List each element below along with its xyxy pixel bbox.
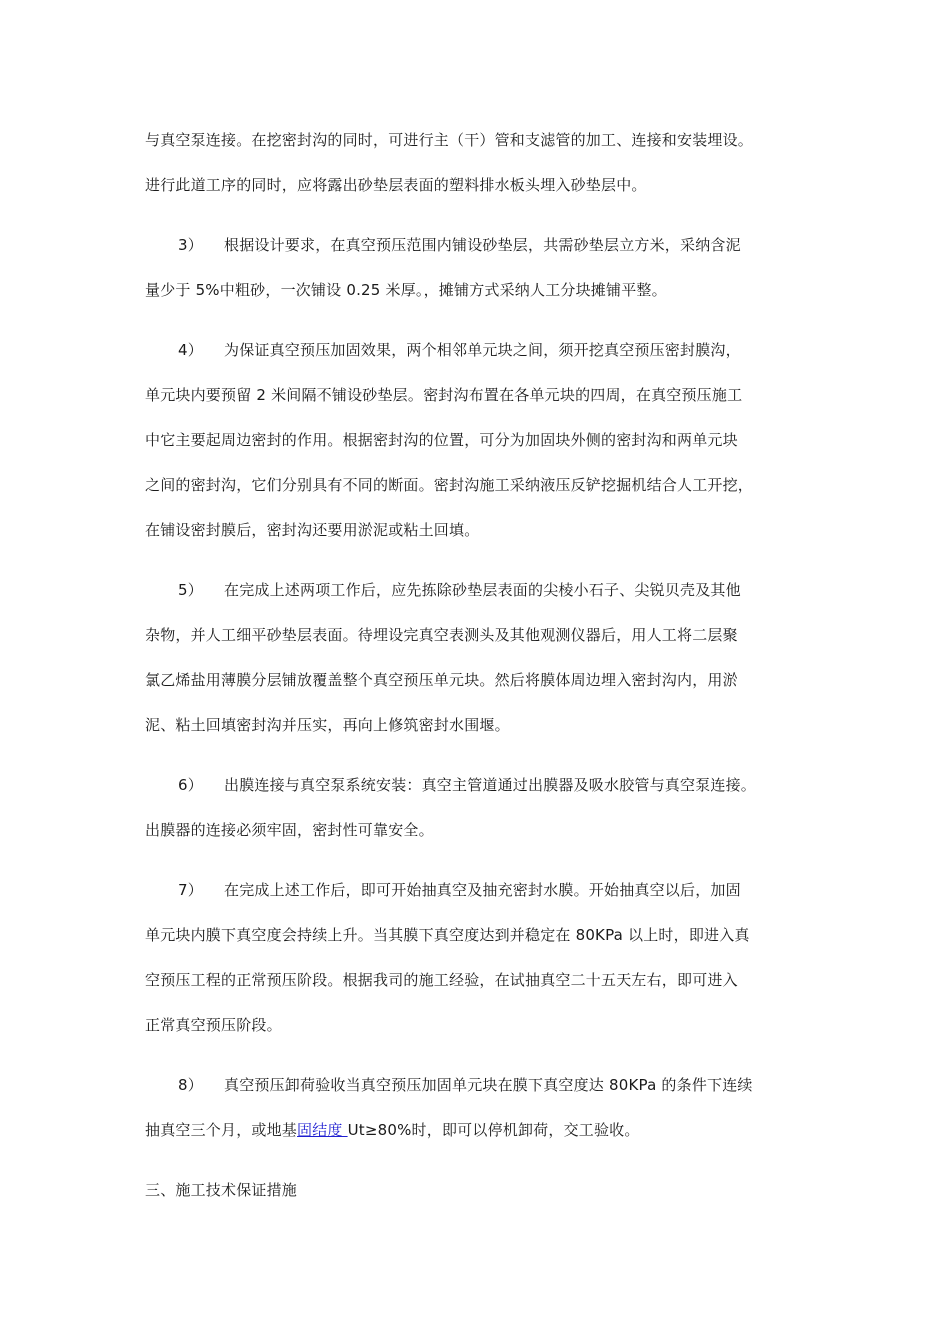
text-line: 在完成上述工作后，即可开始抽真空及抽充密封水膜。开始抽真空以后，加固 (224, 881, 741, 899)
text-line: 空预压工程的正常预压阶段。根据我司的施工经验，在试抽真空二十五天左右，即可进入 (145, 971, 738, 989)
list-item-8 (145, 1063, 825, 1153)
text-fragment: Ut≥80%时，即可以停机卸荷，交工验收。 (347, 1121, 640, 1139)
section-heading-text: 三、施工技术保证措施 (145, 1181, 298, 1199)
item-number: 4） (178, 341, 203, 359)
item-number: 7） (178, 881, 203, 899)
text-line: 为保证真空预压加固效果，两个相邻单元块之间，须开挖真空预压密封膜沟， (224, 341, 741, 359)
text-line: 单元块内要预留 2 米间隔不铺设砂垫层。密封沟布置在各单元块的四周，在真空预压施工 (145, 386, 743, 404)
text-line: 在铺设密封膜后，密封沟还要用淤泥或粘土回填。 (145, 521, 480, 539)
text-line: 在完成上述两项工作后，应先拣除砂垫层表面的尖棱小石子、尖锐贝壳及其他 (224, 581, 741, 599)
list-item-5 (145, 568, 825, 748)
text-line: 进行此道工序的同时，应将露出砂垫层表面的塑料排水板头埋入砂垫层中。 (145, 176, 647, 194)
document-body (145, 118, 825, 1213)
text-line: 正常真空预压阶段。 (145, 1016, 282, 1034)
list-item-4 (145, 328, 825, 553)
text-line: 出膜连接与真空泵系统安装：真空主管道通过出膜器及吸水胶管与真空泵连接。 (224, 776, 757, 794)
section-heading (145, 1168, 825, 1213)
text-line: 与真空泵连接。在挖密封沟的同时，可进行主（干）管和支滤管的加工、连接和安装埋设。 (145, 131, 754, 149)
text-line: 中它主要起周边密封的作用。根据密封沟的位置，可分为加固块外侧的密封沟和两单元块 (145, 431, 738, 449)
text-line: 真空预压卸荷验收当真空预压加固单元块在膜下真空度达 80KPa 的条件下连续 (224, 1076, 753, 1094)
text-line: 泥、粘土回填密封沟并压实，再向上修筑密封水围堰。 (145, 716, 510, 734)
text-line: 氯乙烯盐用薄膜分层铺放覆盖整个真空预压单元块。然后将膜体周边埋入密封沟内，用淤 (145, 671, 738, 689)
text-line: 单元块内膜下真空度会持续上升。当其膜下真空度达到并稳定在 80KPa 以上时，即进入真 (145, 926, 750, 944)
item-number: 8） (178, 1076, 203, 1094)
item-number: 3） (178, 236, 203, 254)
text-fragment: 抽真空三个月，或地基 (145, 1121, 298, 1139)
list-item-6 (145, 763, 825, 853)
list-item-7 (145, 868, 825, 1048)
text-line: 出膜器的连接必须牢固，密封性可靠安全。 (145, 821, 434, 839)
text-line: 之间的密封沟，它们分别具有不同的断面。密封沟施工采纳液压反铲挖掘机结合人工开挖， (145, 476, 754, 494)
item-number: 6） (178, 776, 203, 794)
text-line: 量少于 5%中粗砂，一次铺设 0.25 米厚。，摊铺方式采纳人工分块摊铺平整。 (145, 281, 667, 299)
list-item-3 (145, 223, 825, 313)
text-line: 根据设计要求，在真空预压范围内铺设砂垫层，共需砂垫层立方米，采纳含泥 (224, 236, 741, 254)
item-number: 5） (178, 581, 203, 599)
text-line: 杂物，并人工细平砂垫层表面。待埋设完真空表测头及其他观测仪器后，用人工将二层聚 (145, 626, 738, 644)
consolidation-degree-link[interactable]: 固结度 (297, 1121, 348, 1139)
intro-paragraph (145, 118, 825, 208)
